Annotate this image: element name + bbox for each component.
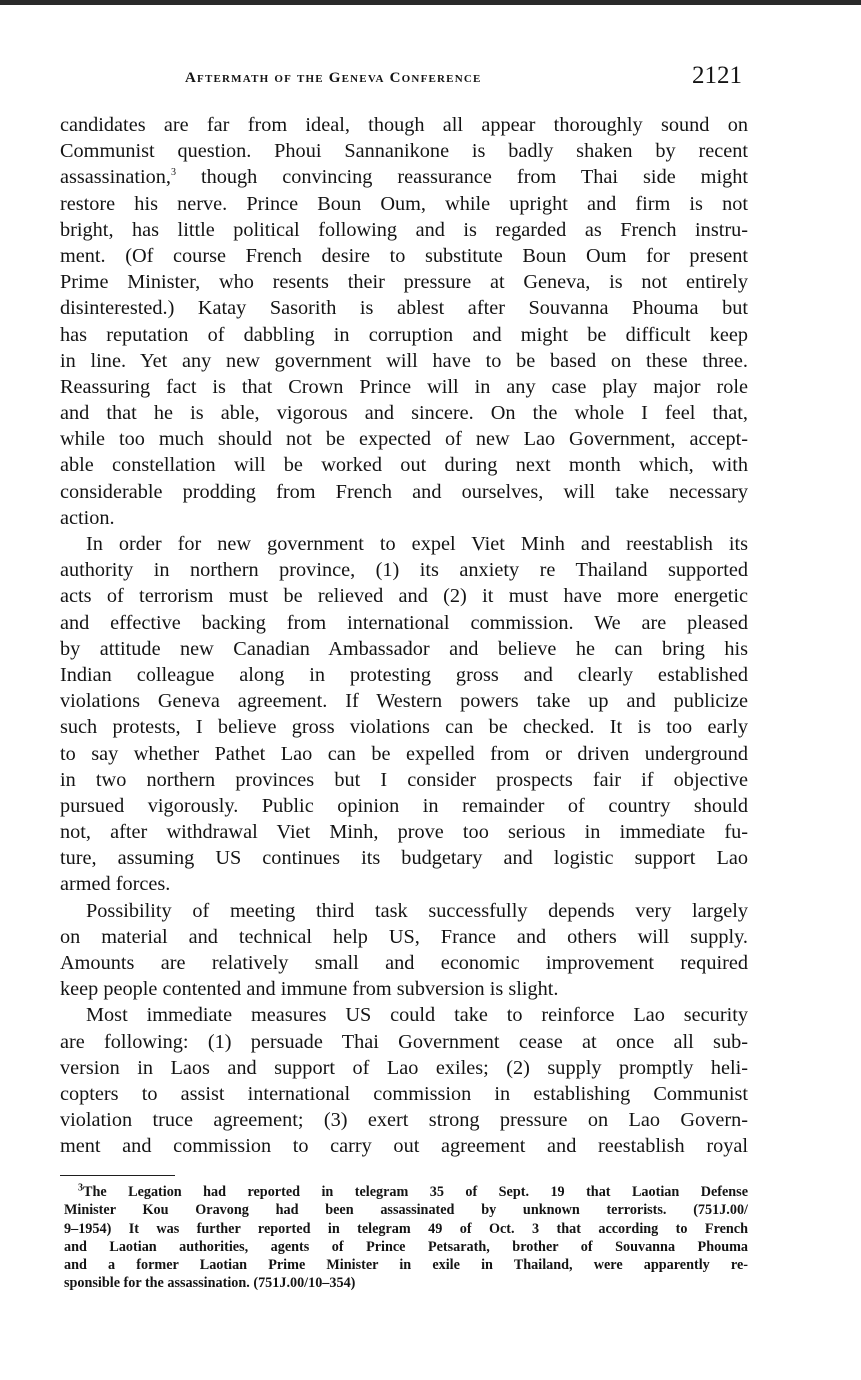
footnote-marker: 3: [78, 1182, 83, 1194]
footnote-line: and Laotian authorities, agents of Prince Petsarath, brother of Souvanna Phouma: [64, 1238, 748, 1255]
text-line: not, after withdrawal Viet Minh, prove too serious in immediate fu-: [60, 821, 748, 844]
paragraph-4: [60, 1002, 748, 1159]
text-line: ment and commission to carry out agreement and reestablish royal: [60, 1135, 748, 1158]
footnote-line: and a former Laotian Prime Minister in exile in Thailand, were apparently re-: [64, 1257, 748, 1274]
text-line: Communist question. Phoui Sannanikone is badly shaken by recent: [60, 140, 748, 163]
text-line: on material and technical help US, France and others will supply.: [60, 925, 748, 948]
text-line: armed forces.: [60, 873, 171, 896]
footnote-ref: 3: [170, 167, 176, 179]
text-line: violations Geneva agreement. If Western powers take up and publicize: [60, 690, 748, 713]
text-line: Possibility of meeting third task successfully depends very largely: [86, 899, 748, 922]
text-line: Indian colleague along in protesting gross and clearly established: [60, 663, 748, 686]
text-line: copters to assist international commission in establishing Communist: [60, 1082, 748, 1105]
page-number: 2121: [692, 62, 742, 89]
text-line: acts of terrorism must be relieved and (2) it must have more energetic: [60, 585, 748, 608]
text-fragment: assassination,: [60, 166, 171, 189]
paragraph-2: [60, 531, 748, 898]
text-line: in line. Yet any new government will have to be based on these three.: [60, 349, 748, 372]
text-line: keep people contented and immune from subversion is slight.: [60, 978, 559, 1001]
text-line: Prime Minister, who resents their pressure at Geneva, is not entirely: [60, 271, 748, 294]
text-line: ture, assuming US continues its budgetary and logistic support Lao: [60, 847, 748, 870]
text-line: candidates are far from ideal, though all appear thoroughly sound on: [60, 114, 748, 136]
footnote-line: [64, 1183, 748, 1201]
text-line: able constellation will be worked out during next month which, with: [60, 454, 748, 477]
text-line: to say whether Pathet Lao can be expelled from or driven underground: [60, 742, 748, 765]
text-line: and effective backing from international commission. We are pleased: [60, 611, 748, 634]
paragraph-3: [60, 898, 748, 1003]
text-line: authority in northern province, (1) its anxiety re Thailand supported: [60, 559, 748, 582]
footnote-rule: [60, 1175, 175, 1176]
text-line: action.: [60, 506, 115, 529]
text-line: are following: (1) persuade Thai Government cease at once all sub-: [60, 1030, 748, 1053]
text-line: Reassuring fact is that Crown Prince will in any case play major role: [60, 375, 748, 398]
running-head: [60, 62, 748, 98]
text-line: violation truce agreement; (3) exert strong pressure on Lao Govern-: [60, 1109, 748, 1132]
text-fragment: though convincing reassurance from Thai side might: [175, 166, 748, 189]
text-line: In order for new government to expel Viet Minh and reestablish its: [86, 533, 748, 555]
running-title: Aftermath of the Geneva Conference: [185, 70, 482, 86]
footnote-line: sponsible for the assassination. (751J.00/10–354): [64, 1275, 356, 1292]
top-border-rule: [0, 0, 861, 5]
text-line: has reputation of dabbling in corruption and might be difficult keep: [60, 323, 748, 346]
paragraph-1: [60, 112, 748, 531]
text-line: by attitude new Canadian Ambassador and believe he can bring his: [60, 637, 748, 660]
text-line: considerable prodding from French and ourselves, will take necessary: [60, 480, 748, 503]
text-fragment: The Legation had reported in telegram 35 of Sept. 19 that Laotian Defense: [83, 1184, 748, 1200]
text-line: in two northern provinces but I consider prospects fair if objective: [60, 768, 748, 791]
footnote-line: 9–1954) It was further reported in telegram 49 of Oct. 3 that according to French: [64, 1220, 748, 1237]
footnote-3: [64, 1183, 748, 1293]
text-line: bright, has little political following and is regarded as French instru-: [60, 218, 748, 241]
body-text: [60, 112, 748, 1160]
text-line: such protests, I believe gross violations can be checked. It is too early: [60, 716, 748, 739]
text-line: Most immediate measures US could take to reinforce Lao security: [86, 1004, 748, 1027]
text-line: Amounts are relatively small and economic improvement required: [60, 952, 748, 974]
text-line: and that he is able, vigorous and sincere. On the whole I feel that,: [60, 402, 748, 425]
text-line: ment. (Of course French desire to substitute Boun Oum for present: [60, 244, 748, 267]
text-line: pursued vigorously. Public opinion in remainder of country should: [60, 794, 748, 817]
text-line: disinterested.) Katay Sasorith is ablest after Souvanna Phouma but: [60, 297, 748, 320]
footnote-line: Minister Kou Oravong had been assassinated by unknown terrorists. (751J.00/: [64, 1202, 748, 1219]
text-line: while too much should not be expected of new Lao Government, accept-: [60, 428, 748, 451]
text-line: restore his nerve. Prince Boun Oum, while upright and firm is not: [60, 192, 748, 215]
text-line: [60, 164, 748, 190]
text-line: version in Laos and support of Lao exiles; (2) supply promptly heli-: [60, 1056, 748, 1079]
